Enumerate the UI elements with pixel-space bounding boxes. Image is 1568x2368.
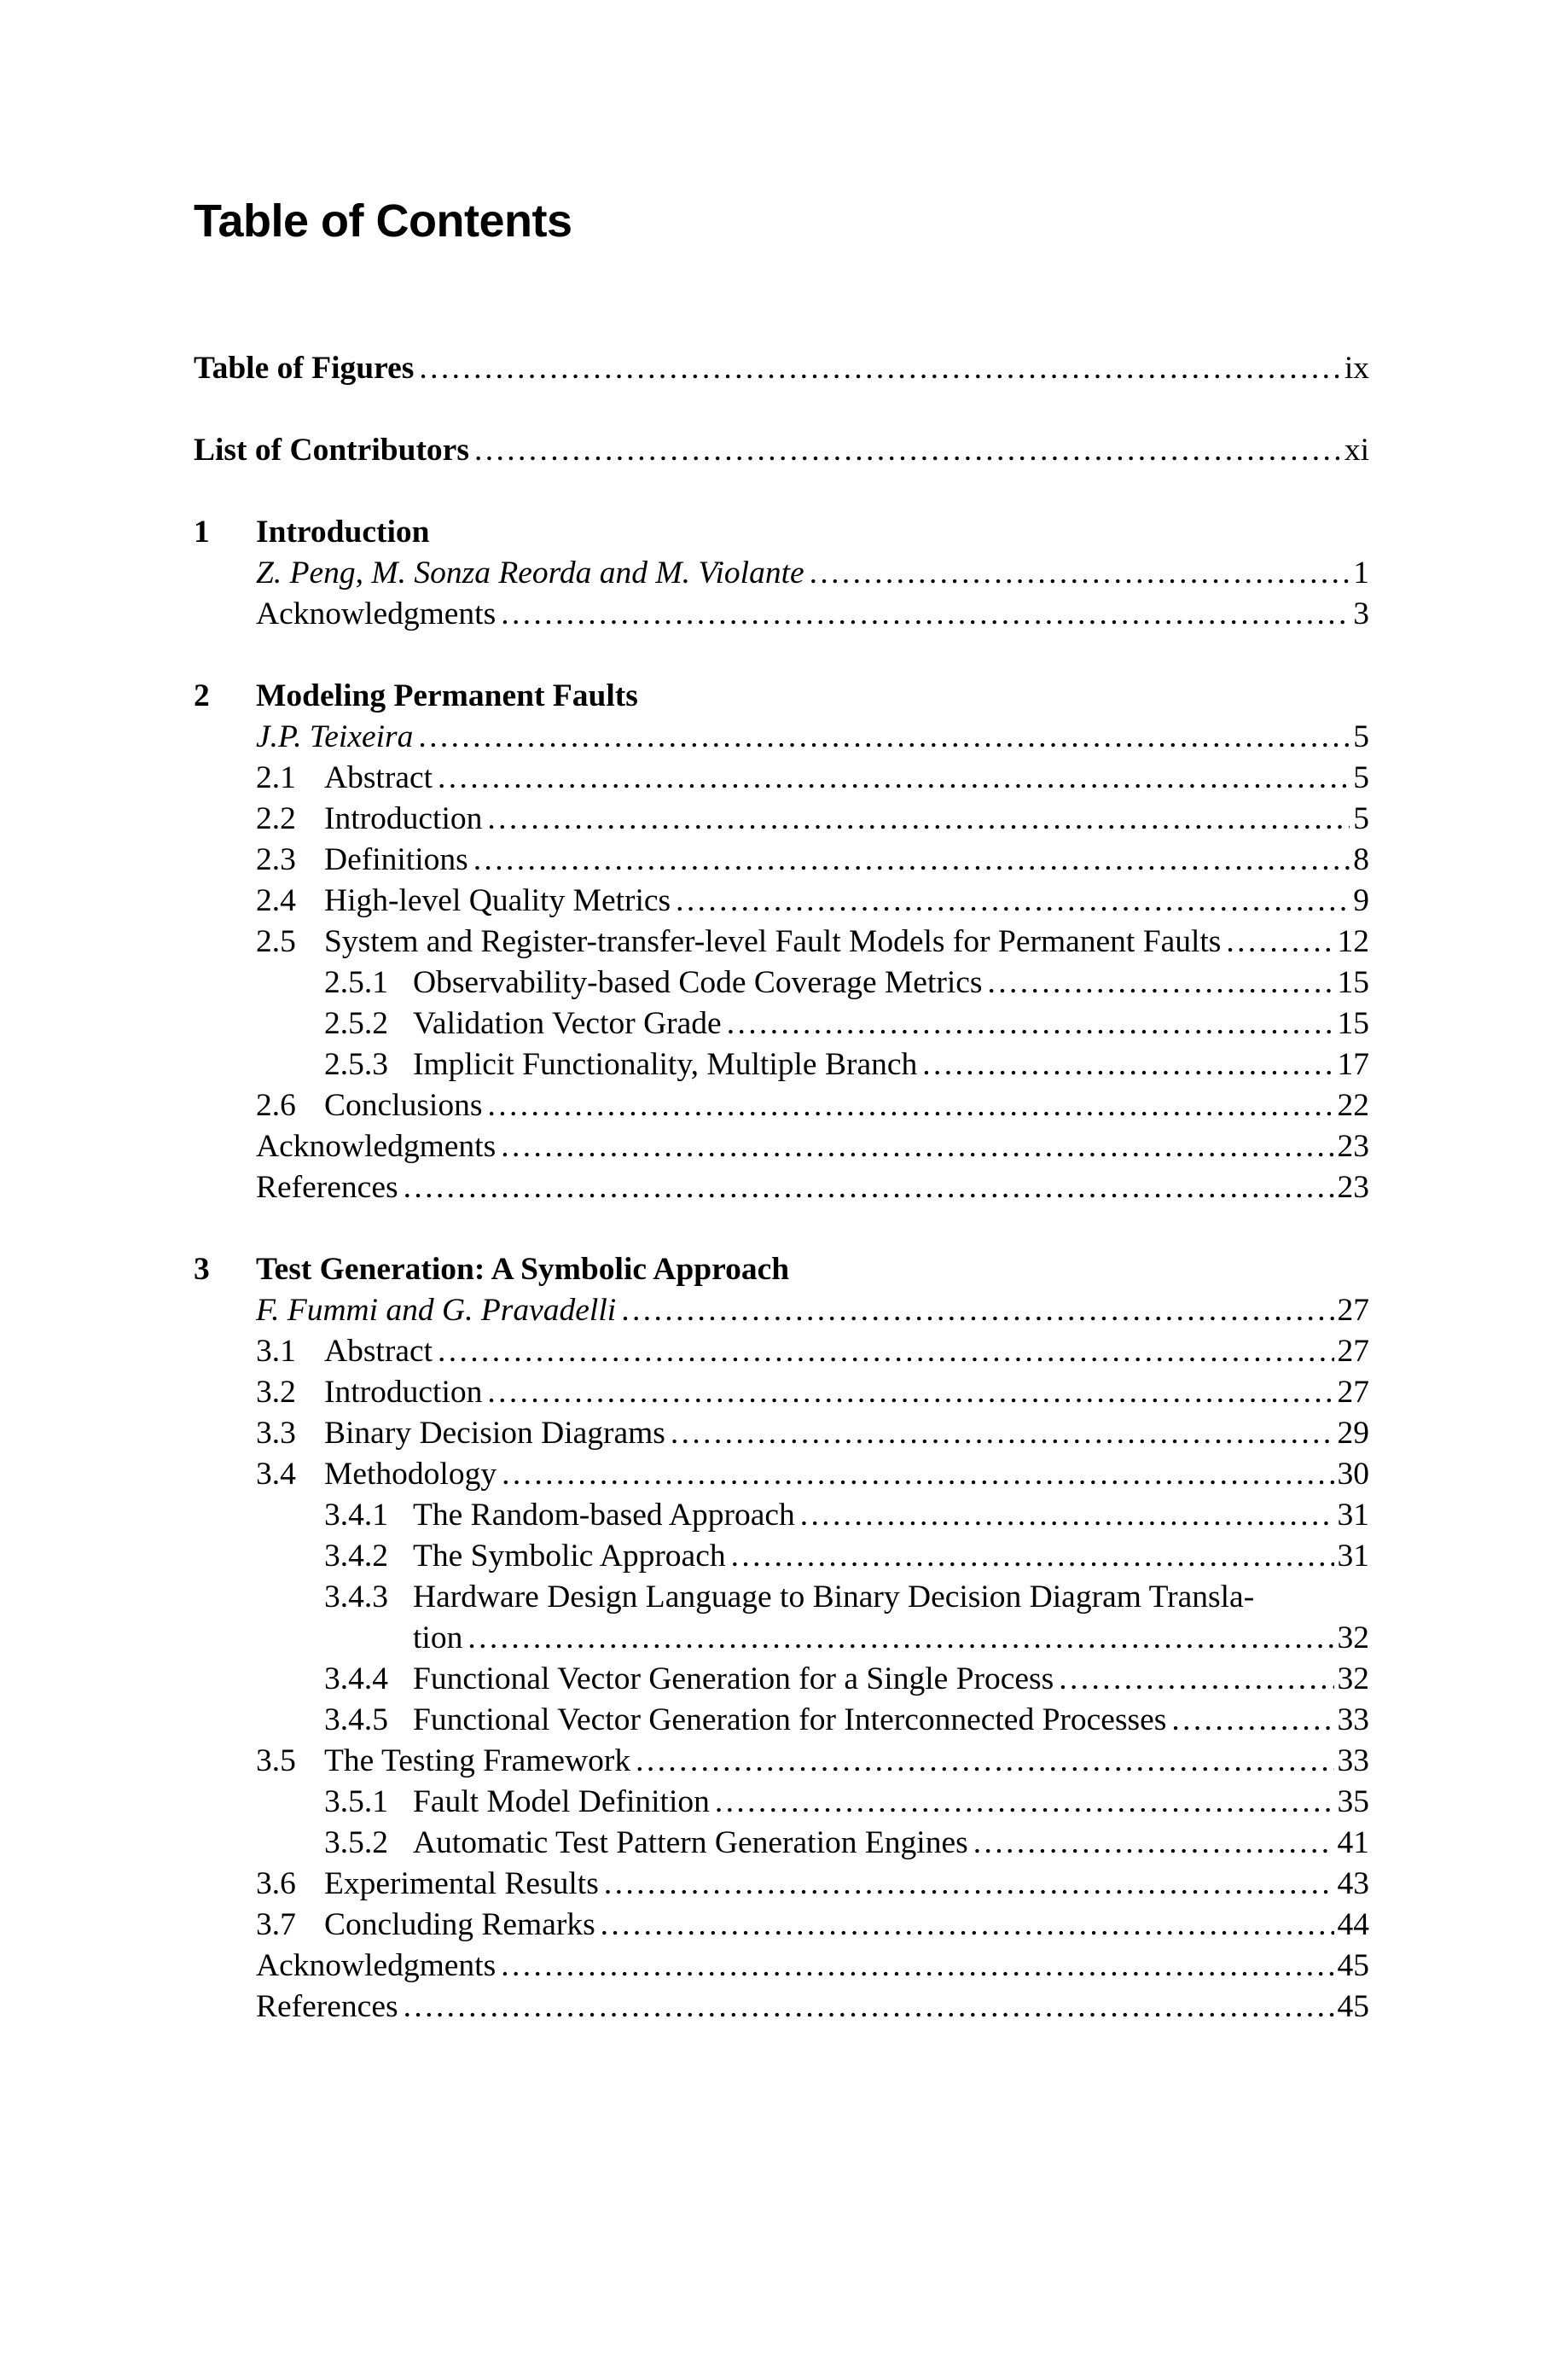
- page-title: Table of Contents: [194, 195, 572, 247]
- chapter-authors: J.P. Teixeira: [256, 719, 414, 754]
- chapter-number: 3: [194, 1252, 210, 1287]
- subsection-entry[interactable]: [194, 1495, 1369, 1536]
- page-number: 27: [1337, 1293, 1369, 1328]
- entry-text: [324, 1004, 727, 1044]
- dot-leader: [1226, 922, 1333, 963]
- entry-text: [324, 1495, 800, 1536]
- dot-leader: [418, 717, 1350, 758]
- subsection-label: Implicit Functionality, Multiple Branch: [413, 1047, 918, 1082]
- subsection-label: Hardware Design Language to Binary Decision Diagram Transla-: [413, 1580, 1255, 1615]
- entry-label: Acknowledgments: [256, 596, 497, 631]
- page-number: 23: [1337, 1170, 1369, 1205]
- dot-leader: [1059, 1659, 1333, 1700]
- dot-leader: [404, 1167, 1334, 1208]
- subsection-entry[interactable]: [194, 1782, 1369, 1823]
- section-entry[interactable]: [194, 758, 1369, 799]
- section-label: Abstract: [324, 760, 433, 795]
- subsection-label: Observability-based Code Coverage Metrics: [413, 965, 983, 1000]
- front-matter-entry[interactable]: [194, 348, 1369, 389]
- page-number: 5: [1353, 801, 1369, 836]
- dot-leader: [621, 1290, 1333, 1331]
- toc-entry[interactable]: [194, 1946, 1369, 1987]
- dot-leader: [1171, 1700, 1333, 1741]
- entry-text: [256, 1085, 487, 1126]
- section-number: 3.4: [256, 1457, 296, 1492]
- subsection-number: 3.4.5: [324, 1702, 388, 1737]
- spacer: [194, 1208, 1369, 1249]
- page-number: 33: [1337, 1702, 1369, 1737]
- subsection-entry[interactable]: [194, 963, 1369, 1004]
- subsection-number: 3.4.1: [324, 1498, 388, 1533]
- dot-leader: [474, 430, 1341, 471]
- subsection-number: 2.5.2: [324, 1006, 388, 1041]
- subsection-label-continued: tion: [413, 1620, 463, 1655]
- section-number: 3.2: [256, 1375, 296, 1410]
- page-number: 3: [1353, 596, 1369, 631]
- section-label: Abstract: [324, 1334, 433, 1369]
- entry-text: [256, 1946, 501, 1987]
- chapter-title: Introduction: [256, 515, 430, 550]
- page-number: 12: [1337, 924, 1369, 959]
- section-entry[interactable]: [194, 840, 1369, 881]
- author-entry[interactable]: [194, 553, 1369, 594]
- dot-leader: [487, 1085, 1333, 1126]
- entry-text: [413, 1618, 467, 1659]
- entry-text: [256, 1331, 438, 1372]
- subsection-number: 2.5.3: [324, 1047, 388, 1082]
- page-number: 15: [1337, 965, 1369, 1000]
- section-label: System and Register-transfer-level Fault Models for Permanent Faults: [324, 924, 1222, 959]
- dot-leader: [676, 881, 1350, 922]
- dot-leader: [810, 553, 1350, 594]
- dot-leader: [922, 1044, 1333, 1085]
- section-label: High-level Quality Metrics: [324, 883, 671, 918]
- entry-text: [324, 1659, 1059, 1700]
- section-entry[interactable]: [194, 1454, 1369, 1495]
- page-number: 33: [1337, 1743, 1369, 1778]
- section-number: 3.6: [256, 1866, 296, 1901]
- entry-text: [256, 1905, 601, 1946]
- section-number: 2.1: [256, 760, 296, 795]
- entry-label: Acknowledgments: [256, 1129, 497, 1164]
- page-number: 15: [1337, 1006, 1369, 1041]
- chapter-number: 1: [194, 515, 210, 550]
- entry-text: [256, 1987, 404, 2028]
- chapter-number: 2: [194, 678, 210, 713]
- section-label: Conclusions: [324, 1088, 483, 1123]
- section-number: 2.6: [256, 1088, 296, 1123]
- entry-text: [256, 758, 438, 799]
- entry-label: Acknowledgments: [256, 1948, 497, 1983]
- dot-leader: [636, 1741, 1333, 1782]
- entry-label: References: [256, 1989, 398, 2024]
- entry-text: [256, 1126, 501, 1167]
- page-number: 29: [1337, 1416, 1369, 1451]
- section-number: 3.3: [256, 1416, 296, 1451]
- section-label: Definitions: [324, 842, 468, 877]
- spacer: [194, 471, 1369, 512]
- chapter-heading[interactable]: [194, 676, 1369, 717]
- page-number: 5: [1353, 719, 1369, 754]
- dot-leader: [467, 1618, 1333, 1659]
- section-entry[interactable]: [194, 1331, 1369, 1372]
- section-entry[interactable]: [194, 1905, 1369, 1946]
- entry-text: [324, 1536, 731, 1577]
- section-entry[interactable]: [194, 1864, 1369, 1905]
- dot-leader: [438, 758, 1350, 799]
- subsection-label: Validation Vector Grade: [413, 1006, 722, 1041]
- subsection-entry-continued[interactable]: [194, 1618, 1369, 1659]
- dot-leader: [438, 1331, 1333, 1372]
- toc-entry[interactable]: [194, 1987, 1369, 2028]
- dot-leader: [731, 1536, 1334, 1577]
- page-number: 27: [1337, 1375, 1369, 1410]
- entry-text: [324, 1823, 973, 1864]
- subsection-entry[interactable]: [194, 1823, 1369, 1864]
- subsection-entry[interactable]: [194, 1577, 1369, 1618]
- subsection-entry[interactable]: [194, 1004, 1369, 1044]
- section-number: 2.4: [256, 883, 296, 918]
- subsection-number: 3.4.2: [324, 1539, 388, 1574]
- section-label: Concluding Remarks: [324, 1907, 595, 1942]
- section-number: 3.5: [256, 1743, 296, 1778]
- entry-text: [256, 717, 418, 758]
- page-number: ix: [1344, 351, 1369, 386]
- dot-leader: [501, 1126, 1333, 1167]
- page-number: 44: [1337, 1907, 1369, 1942]
- front-matter-label: Table of Figures: [194, 351, 415, 386]
- subsection-label: The Random-based Approach: [413, 1498, 795, 1533]
- section-number: 2.5: [256, 924, 296, 959]
- page-number: 17: [1337, 1047, 1369, 1082]
- entry-text: [324, 963, 988, 1004]
- table-of-contents: [194, 348, 1369, 2028]
- subsection-entry[interactable]: [194, 1700, 1369, 1741]
- page-number: 30: [1337, 1457, 1369, 1492]
- entry-text: [194, 348, 419, 389]
- page-number: 45: [1337, 1948, 1369, 1983]
- page-number: 35: [1337, 1784, 1369, 1819]
- subsection-number: 2.5.1: [324, 965, 388, 1000]
- author-entry[interactable]: [194, 1290, 1369, 1331]
- subsection-label: Automatic Test Pattern Generation Engines: [413, 1825, 968, 1860]
- chapter-title: Test Generation: A Symbolic Approach: [256, 1252, 790, 1287]
- entry-text: [256, 799, 487, 840]
- section-entry[interactable]: [194, 881, 1369, 922]
- subsection-number: 3.5.2: [324, 1825, 388, 1860]
- entry-text: [256, 553, 810, 594]
- section-entry[interactable]: [194, 922, 1369, 963]
- page-number: 22: [1337, 1088, 1369, 1123]
- entry-text: [256, 1372, 487, 1413]
- subsection-entry[interactable]: [194, 1044, 1369, 1085]
- entry-text: [256, 881, 676, 922]
- entry-text: [256, 1864, 604, 1905]
- page-number: 32: [1337, 1620, 1369, 1655]
- subsection-label: Fault Model Definition: [413, 1784, 710, 1819]
- front-matter-label: List of Contributors: [194, 433, 469, 468]
- toc-entry[interactable]: [194, 594, 1369, 635]
- entry-text: [256, 1290, 621, 1331]
- dot-leader: [502, 1454, 1333, 1495]
- dot-leader: [487, 799, 1350, 840]
- chapter-authors: F. Fummi and G. Pravadelli: [256, 1293, 617, 1328]
- entry-text: [324, 1700, 1171, 1741]
- section-entry[interactable]: [194, 1372, 1369, 1413]
- dot-leader: [988, 963, 1334, 1004]
- page-number: 31: [1337, 1539, 1369, 1574]
- spacer: [194, 389, 1369, 430]
- dot-leader: [419, 348, 1340, 389]
- author-entry[interactable]: [194, 717, 1369, 758]
- dot-leader: [404, 1987, 1334, 2028]
- chapter-heading[interactable]: [194, 512, 1369, 553]
- page-number: 45: [1337, 1989, 1369, 2024]
- subsection-number: 3.5.1: [324, 1784, 388, 1819]
- entry-text: [194, 430, 474, 471]
- entry-label: References: [256, 1170, 398, 1205]
- section-number: 2.3: [256, 842, 296, 877]
- dot-leader: [501, 594, 1350, 635]
- subsection-label: Functional Vector Generation for a Single Process: [413, 1661, 1054, 1696]
- dot-leader: [715, 1782, 1334, 1823]
- section-entry[interactable]: [194, 1413, 1369, 1454]
- chapter-heading[interactable]: [194, 1249, 1369, 1290]
- page-number: 5: [1353, 760, 1369, 795]
- section-entry[interactable]: [194, 1085, 1369, 1126]
- entry-text: [256, 594, 501, 635]
- section-number: 3.1: [256, 1334, 296, 1369]
- entry-text: [324, 1044, 922, 1085]
- subsection-label: The Symbolic Approach: [413, 1539, 726, 1574]
- subsection-entry[interactable]: [194, 1536, 1369, 1577]
- dot-leader: [501, 1946, 1333, 1987]
- dot-leader: [487, 1372, 1333, 1413]
- dot-leader: [727, 1004, 1334, 1044]
- dot-leader: [671, 1413, 1334, 1454]
- page-number: 23: [1337, 1129, 1369, 1164]
- page-number: 27: [1337, 1334, 1369, 1369]
- page-number: 32: [1337, 1661, 1369, 1696]
- entry-text: [256, 922, 1226, 963]
- dot-leader: [473, 840, 1350, 881]
- page-number: 31: [1337, 1498, 1369, 1533]
- subsection-entry[interactable]: [194, 1659, 1369, 1700]
- spacer: [194, 635, 1369, 676]
- page-number: 41: [1337, 1825, 1369, 1860]
- toc-entry[interactable]: [194, 1167, 1369, 1208]
- subsection-number: 3.4.3: [324, 1580, 388, 1615]
- chapter-title: Modeling Permanent Faults: [256, 678, 638, 713]
- section-label: Introduction: [324, 1375, 483, 1410]
- section-label: Introduction: [324, 801, 483, 836]
- subsection-number: 3.4.4: [324, 1661, 388, 1696]
- entry-text: [256, 1413, 671, 1454]
- section-label: Binary Decision Diagrams: [324, 1416, 665, 1451]
- section-label: Experimental Results: [324, 1866, 599, 1901]
- section-number: 2.2: [256, 801, 296, 836]
- page-number: 8: [1353, 842, 1369, 877]
- dot-leader: [800, 1495, 1334, 1536]
- entry-text: [256, 840, 473, 881]
- section-entry[interactable]: [194, 799, 1369, 840]
- front-matter-entry[interactable]: [194, 430, 1369, 471]
- section-number: 3.7: [256, 1907, 296, 1942]
- section-label: Methodology: [324, 1457, 497, 1492]
- entry-text: [256, 1167, 404, 1208]
- toc-entry[interactable]: [194, 1126, 1369, 1167]
- entry-text: [324, 1782, 715, 1823]
- chapter-authors: Z. Peng, M. Sonza Reorda and M. Violante: [256, 556, 804, 591]
- dot-leader: [604, 1864, 1334, 1905]
- page-number: 9: [1353, 883, 1369, 918]
- page-number: 43: [1337, 1866, 1369, 1901]
- section-entry[interactable]: [194, 1741, 1369, 1782]
- dot-leader: [601, 1905, 1334, 1946]
- page-number: xi: [1344, 433, 1369, 468]
- entry-text: [256, 1741, 636, 1782]
- page-number: 1: [1353, 556, 1369, 591]
- subsection-label: Functional Vector Generation for Interconnected Processes: [413, 1702, 1167, 1737]
- entry-text: [256, 1454, 502, 1495]
- dot-leader: [973, 1823, 1334, 1864]
- section-label: The Testing Framework: [324, 1743, 631, 1778]
